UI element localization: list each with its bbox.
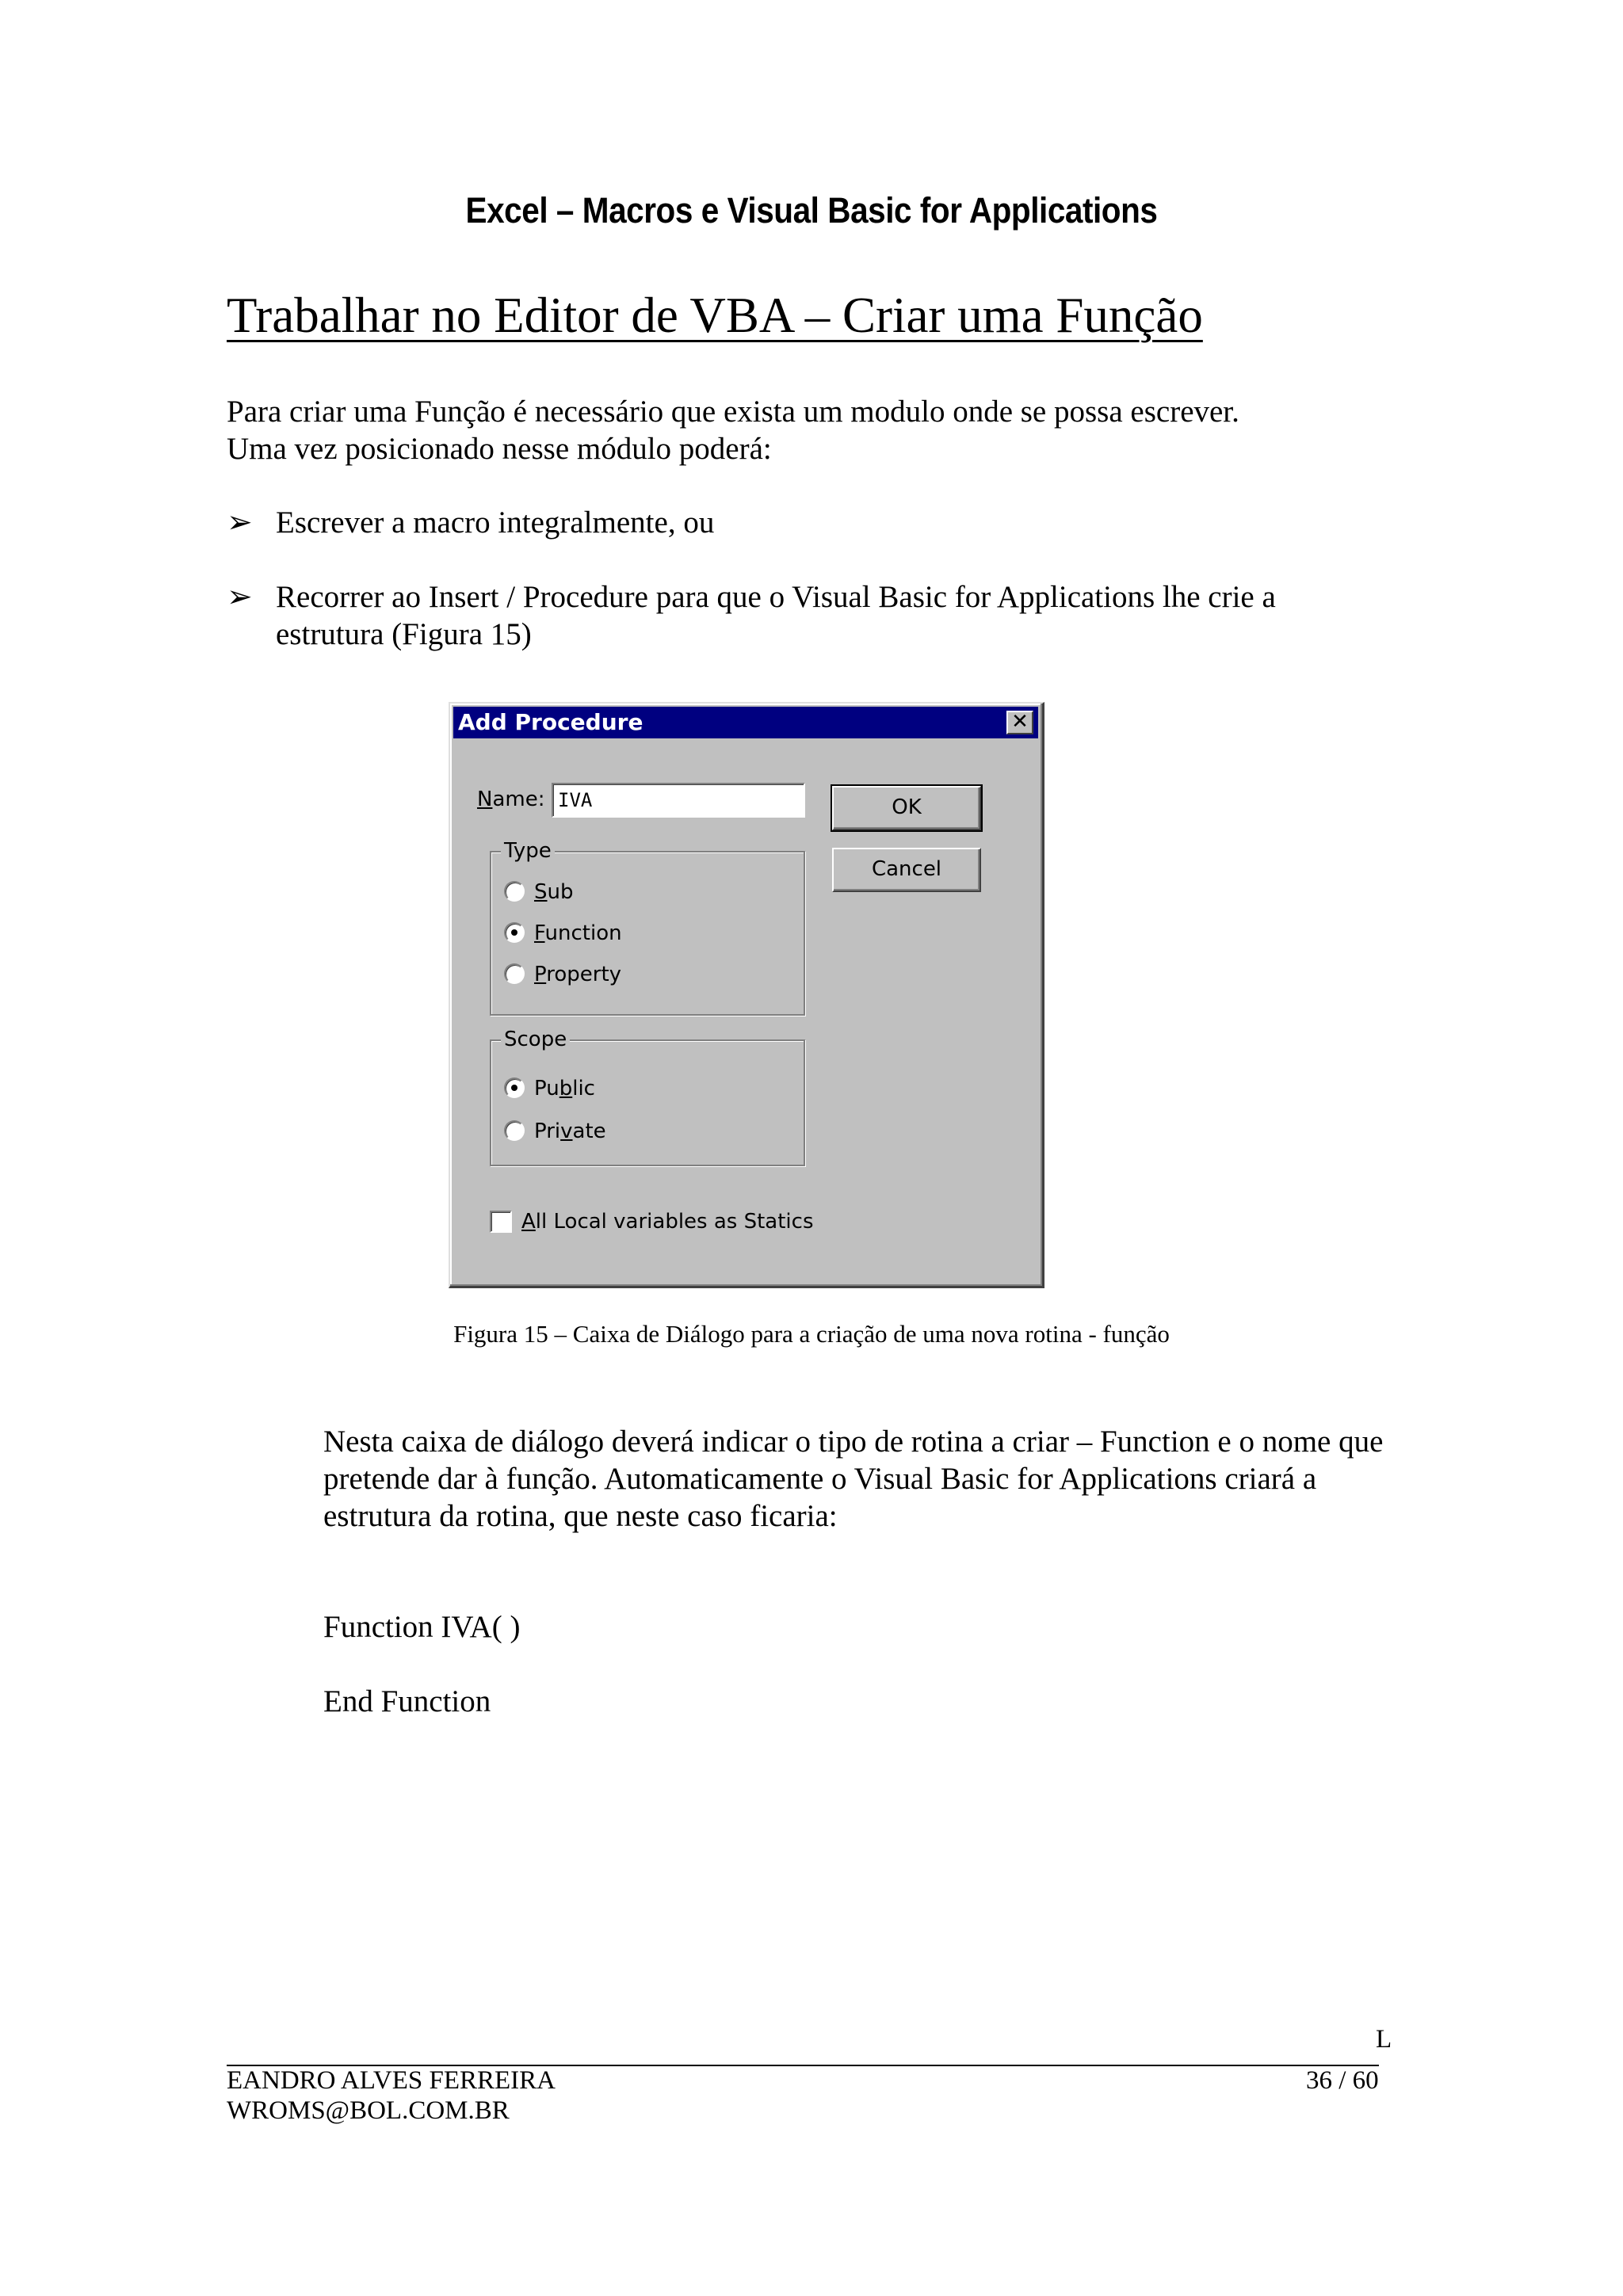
code-line-2: End Function [323,1684,491,1718]
ok-button[interactable]: OK [832,786,981,830]
section-title: Trabalhar no Editor de VBA – Criar uma Função [227,288,1203,343]
intro-line-1: Para criar uma Função é necessário que exista um modulo onde se possa escrever. [227,395,1239,429]
explanation-line-1: Nesta caixa de diálogo deverá indicar o tipo de rotina a criar – Function e o nome que [323,1425,1384,1459]
radio-button[interactable] [504,881,525,902]
cancel-button[interactable]: Cancel [832,848,981,892]
footer-corner-mark: L [1376,2025,1392,2054]
type-groupbox [490,839,805,1016]
footer-page-number: 36 / 60 [1306,2066,1379,2095]
statics-checkbox[interactable] [490,1211,512,1233]
bullet-text: Escrever a macro integralmente, ou [276,505,715,540]
arrow-bullet-icon: ➢ [227,505,253,540]
radio-button[interactable] [504,963,525,984]
scope-group-label: Scope [501,1028,570,1051]
type-group-label: Type [501,839,555,863]
statics-label: All Local variables as Statics [521,1210,814,1234]
code-line-1: Function IVA( ) [323,1610,521,1644]
footer-email: WROMS@BOL.COM.BR [227,2096,510,2125]
radio-label: Function [534,921,622,945]
dialog-title: Add Procedure [458,709,643,735]
radio-label: Sub [534,880,574,904]
bullet-text-continued: estrutura (Figura 15) [276,617,532,651]
explanation-line-3: estrutura da rotina, que neste caso ficaria: [323,1499,838,1533]
radio-button-selected[interactable] [504,1077,525,1098]
radio-button-selected[interactable] [504,922,525,943]
arrow-bullet-icon: ➢ [227,580,253,614]
radio-label: Property [534,963,622,986]
intro-line-2: Uma vez posicionado nesse módulo poderá: [227,432,772,466]
bullet-text: Recorrer ao Insert / Procedure para que o Visual Basic for Applications lhe crie a [276,580,1276,614]
explanation-line-2: pretende dar à função. Automaticamente o Visual Basic for Applications criará a [323,1462,1317,1496]
name-label: Name: [477,788,545,811]
footer-author: EANDRO ALVES FERREIRA [227,2066,556,2095]
radio-label: Public [534,1077,595,1100]
scope-groupbox [490,1028,805,1166]
document-header-title: Excel – Macros e Visual Basic for Applications [465,190,1158,231]
add-procedure-dialog [449,702,1044,1288]
radio-label: Private [534,1119,606,1143]
radio-button[interactable] [504,1120,525,1141]
close-icon[interactable]: ✕ [1006,711,1033,734]
procedure-name-input[interactable]: IVA [552,783,805,818]
dialog-titlebar [453,707,1038,738]
figure-caption: Figura 15 – Caixa de Diálogo para a criação de uma nova rotina - função [453,1320,1170,1348]
